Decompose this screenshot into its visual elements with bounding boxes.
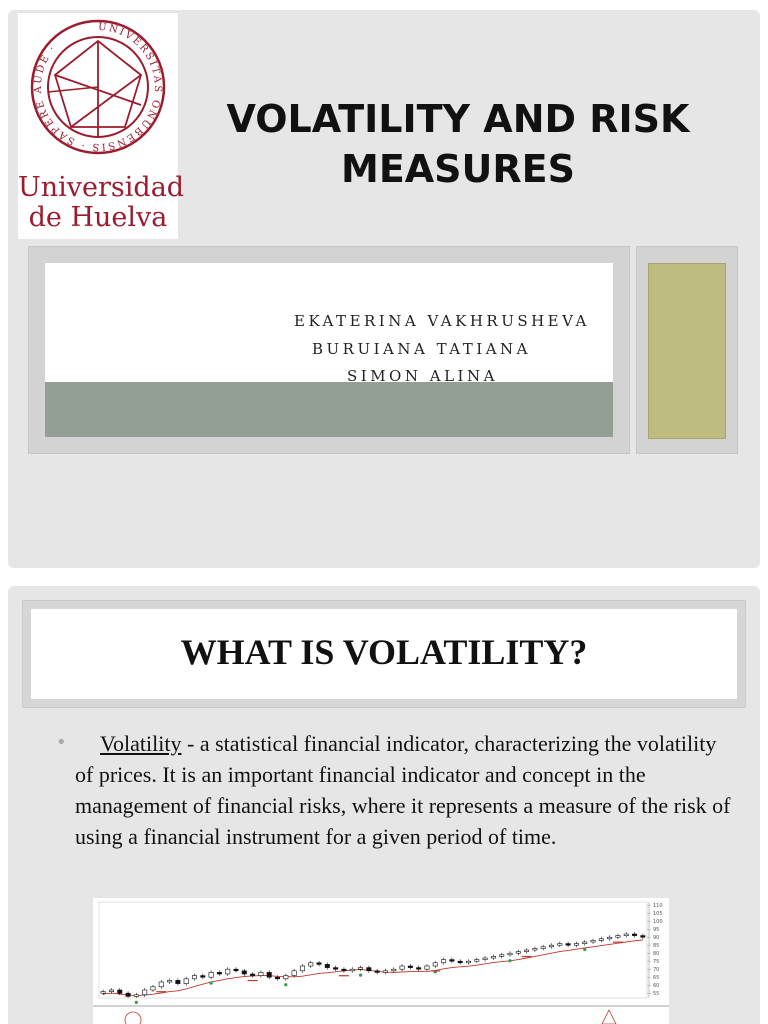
y-axis-tick-label: 75 [653, 959, 660, 966]
candlestick-chart [93, 898, 669, 1024]
candle [475, 960, 479, 962]
candle [184, 979, 188, 984]
buy-marker [135, 1001, 138, 1004]
candle [151, 987, 155, 990]
candle [126, 993, 130, 996]
buy-marker [359, 974, 362, 977]
candle [483, 958, 487, 960]
candle [607, 937, 611, 939]
candle [499, 955, 503, 957]
candle [292, 971, 296, 976]
y-axis-tick-label: 110 [653, 903, 663, 910]
candle [466, 961, 470, 963]
candle [458, 961, 462, 963]
y-axis-tick-label: 85 [653, 943, 660, 950]
logo-name-line1: Universidad [18, 172, 185, 203]
authors-color-band [45, 382, 613, 437]
candle [591, 940, 595, 942]
university-logo [18, 13, 185, 239]
candle [441, 960, 445, 963]
y-axis-tick-label: 80 [653, 951, 660, 958]
candle [325, 964, 329, 967]
candle [225, 969, 229, 974]
candle [109, 990, 113, 992]
price-chart [93, 898, 669, 1024]
candle [583, 942, 587, 944]
svg-text:UNIVERSITAS ONUBENSIS · SAPERE: UNIVERSITAS ONUBENSIS · SAPERE AUDE · [32, 21, 164, 153]
buy-marker [209, 982, 212, 985]
candle [350, 969, 354, 971]
candle [425, 966, 429, 969]
title-card [31, 609, 737, 699]
authors-card [45, 263, 613, 437]
content-slide [8, 586, 760, 1024]
title-slide [8, 10, 760, 568]
slide-title [198, 94, 718, 194]
candle [491, 956, 495, 958]
candle [275, 977, 279, 979]
candle [142, 990, 146, 995]
candle [250, 974, 254, 976]
candle [217, 972, 221, 974]
candle [118, 990, 122, 993]
author-name: EKATERINA VAKHRUSHEVA [294, 312, 590, 330]
y-axis-tick-label: 65 [653, 975, 660, 982]
candle [209, 972, 213, 977]
indicator-marker [125, 1012, 141, 1024]
candle [599, 939, 603, 941]
term-volatility: Volatility [100, 731, 182, 756]
authors-panel [28, 246, 630, 454]
buy-marker [583, 948, 586, 951]
candle [616, 936, 620, 938]
y-axis-tick-label: 100 [653, 919, 663, 926]
y-axis-tick-label: 60 [653, 983, 660, 990]
candle [192, 976, 196, 979]
candle [134, 995, 138, 997]
candle [549, 945, 553, 947]
university-seal-icon [28, 17, 168, 167]
candle [159, 982, 163, 987]
candle [317, 963, 321, 965]
y-axis-tick-label: 90 [653, 935, 660, 942]
candle [342, 969, 346, 971]
candle [234, 969, 238, 971]
logo-name-line2: de Huelva [28, 202, 168, 233]
candle [541, 947, 545, 949]
candle [375, 971, 379, 973]
candle [309, 963, 313, 966]
title-panel [22, 600, 746, 708]
candle [383, 971, 387, 973]
candle [641, 936, 645, 938]
candle [450, 960, 454, 962]
candle [574, 944, 578, 946]
candle [367, 968, 371, 971]
candle [408, 966, 412, 968]
y-axis-tick-label: 105 [653, 911, 663, 918]
candle [533, 948, 537, 950]
candle [167, 980, 171, 982]
bullet-icon: • [56, 732, 67, 753]
buy-marker [508, 959, 511, 962]
definition-text: - a statistical financial indicator, characterizing the volatility of prices. It is an important financial indicator and concept in the management of financial risks, where it represents a measure of the risk of using a financial instrument for a given period of time. [75, 731, 731, 849]
candle [632, 934, 636, 936]
title-line1: VOLATILITY AND RISK [226, 97, 690, 141]
candle [242, 971, 246, 974]
candle [392, 969, 396, 971]
candle [433, 963, 437, 966]
candle [416, 968, 420, 970]
candle [333, 968, 337, 970]
author-name: SIMON ALINA [347, 367, 498, 385]
definition-paragraph [75, 728, 735, 852]
candle [267, 972, 271, 977]
accent-panel [636, 246, 738, 454]
y-axis-tick-label: 55 [653, 991, 660, 998]
slide-heading: WHAT IS VOLATILITY? [180, 632, 588, 672]
candle [516, 952, 520, 954]
candle [300, 966, 304, 971]
y-axis-tick-label: 70 [653, 967, 660, 974]
candle [176, 980, 180, 983]
candle [201, 976, 205, 978]
candle [259, 972, 263, 975]
candle [558, 944, 562, 946]
buy-marker [284, 983, 287, 986]
y-axis-tick-label: 95 [653, 927, 660, 934]
moving-average-line [103, 940, 643, 996]
candle [624, 934, 628, 936]
candle [566, 944, 570, 946]
author-name: BURUIANA TATIANA [312, 340, 532, 358]
candle [284, 976, 288, 979]
candle [524, 950, 528, 952]
candle [400, 966, 404, 969]
indicator-marker [602, 1010, 616, 1024]
candle [358, 968, 362, 970]
candle [508, 953, 512, 955]
accent-block [648, 263, 726, 439]
candle [101, 992, 105, 994]
title-line2: MEASURES [341, 147, 575, 191]
chart-frame [99, 902, 647, 998]
